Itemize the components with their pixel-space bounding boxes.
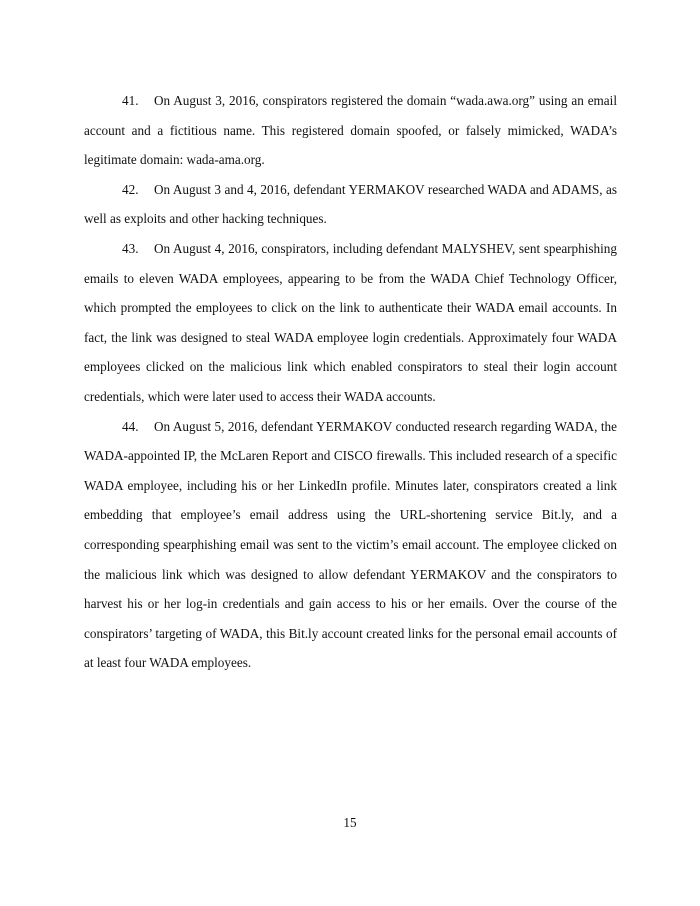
paragraph-number: 42. (122, 181, 139, 197)
paragraph-42 (84, 175, 617, 234)
paragraph-text: On August 5, 2016, defendant YERMAKOV conducted research regarding WADA, the WADA-appointed IP, the McLaren Report and CISCO firewalls. This included research of a specific WADA employee, including his or her LinkedIn profile. Minutes later, conspirators created a link embedding that employee’s email address using the URL-shortening service Bit.ly, and a corresponding spearphishing email was sent to the victim’s email account. The employee clicked on the malicious link which was designed to allow defendant YERMAKOV and the conspirators to harvest his or her log-in credentials and gain access to his or her emails. Over the course of the conspirators’ targeting of WADA, this Bit.ly account created links for the personal email accounts of at least four WADA employees. (84, 418, 617, 671)
paragraph-43 (84, 234, 617, 412)
document-body (84, 86, 617, 678)
paragraph-number: 43. (122, 240, 139, 256)
paragraph-text: On August 3 and 4, 2016, defendant YERMAKOV researched WADA and ADAMS, as well as exploits and other hacking techniques. (84, 181, 617, 227)
paragraph-text: On August 3, 2016, conspirators registered the domain “wada.awa.org” using an email account and a fictitious name. This registered domain spoofed, or falsely mimicked, WADA’s legitimate domain: wada-ama.org. (84, 93, 617, 168)
page-number: 15 (343, 815, 357, 830)
paragraph-text: On August 4, 2016, conspirators, including defendant MALYSHEV, sent spearphishing emails to eleven WADA employees, appearing to be from the WADA Chief Technology Officer, which prompted the employees to click on the link to authenticate their WADA email accounts. In fact, the link was designed to steal WADA employee login credentials. Approximately four WADA employees clicked on the malicious link which enabled conspirators to steal their login account credentials, which were later used to access their WADA accounts. (84, 240, 617, 404)
paragraph-number: 41. (122, 93, 139, 108)
paragraph-number: 44. (122, 418, 139, 434)
paragraph-41 (84, 86, 617, 175)
paragraph-44 (84, 412, 617, 678)
